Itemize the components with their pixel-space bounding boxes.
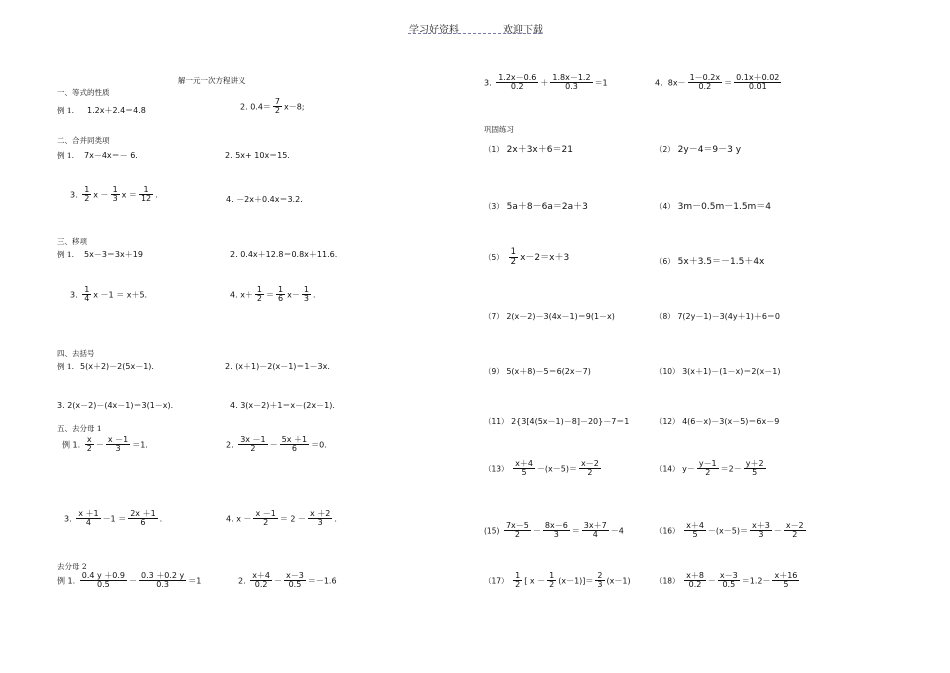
practice-problem: （13） $\frac{x+4}{5}$ －(x－5)＝ $\frac{x-2}{2}$ — [484, 459, 599, 478]
practice-problem: (15) $\frac{7x-5}{2}$ － $\frac{8x-6}{3}$ ＝ $\frac{3x+7}{4}$ －4 — [484, 521, 624, 540]
practice-problem: （16） $\frac{x+4}{5}$ －(x－5)＝ $\frac{x+3}{3}$ － $\frac{x-2}{2}$ — [655, 521, 804, 540]
practice-problem: （10） 3(x＋1)－(1－x)＝2(x－1) — [655, 367, 781, 376]
equation: 4. x － $\frac{x -1}{2}$ ＝ 2 － $\frac{x +2}{3}$ . — [226, 509, 337, 528]
equation: 2. (x＋1)－2(x－1)＝1－3x. — [225, 362, 330, 371]
practice-problem: （5） $\frac{1}{2}$ x－2＝x＋3 — [484, 247, 570, 267]
equation: 2. 0.4＝ $\frac{7}{2}$ x－8; — [240, 97, 305, 116]
section-heading-2: 二、合并同类项 — [57, 136, 110, 145]
practice-problem: （12） 4(6－x)－3(x－5)＝6x－9 — [655, 417, 780, 426]
section-heading-1: 一、等式的性质 — [57, 88, 110, 97]
equation: 3. 2(x－2)－(4x－1)＝3(1－x). — [57, 401, 174, 410]
problem-label: 例 1. — [57, 250, 75, 259]
equation: 4. x＋ $\frac{1}{2}$ ＝ $\frac{1}{6}$ x－ $\frac{1}{3}$ . — [230, 285, 316, 304]
equation: 2. $\frac{3x -1}{2}$ － $\frac{5x +1}{6}$ ＝0. — [226, 435, 327, 454]
practice-problem: （9） 5(x＋8)－5＝6(2x－7) — [484, 367, 591, 376]
equation: 2. 5x+ 10x＝15. — [225, 151, 290, 160]
equation: 例 1. $\frac{0.4 y +0.9}{0.5}$ － $\frac{0.3 +0.2 y}{0.3}$ ＝1 — [57, 571, 202, 590]
problem-label: 例 1. — [57, 151, 75, 160]
practice-problem: （8） 7(2y－1)－3(4y＋1)＋6＝0 — [655, 312, 780, 321]
practice-problem: （18） $\frac{x+8}{0.2}$ － $\frac{x-3}{0.5}$ ＝1.2－ $\frac{x+16}{5}$ — [655, 571, 798, 590]
practice-problem: （2） 2y－4＝9－3 y — [655, 145, 742, 155]
problem-label: 例 1. — [57, 362, 75, 371]
section-heading-3: 三、移项 — [57, 237, 87, 246]
equation: 3. $\frac{1}{2}$ x － $\frac{1}{3}$ x ＝ $\frac{1}{12}$ . — [70, 185, 158, 204]
equation: 4. 8x－ $\frac{1-0.2x}{0.2}$ ＝ $\frac{0.1x+0.02}{0.01}$ — [655, 73, 780, 92]
problem-label: 例 1. — [57, 106, 75, 115]
section-heading-4: 四、去括号 — [57, 349, 95, 358]
practice-problem: （3） 5a＋8－6a＝2a＋3 — [484, 202, 588, 212]
equation: 7x－4x＝－ 6. — [84, 151, 138, 160]
equation: 5(x＋2)－2(5x－1). — [80, 362, 154, 371]
section-heading-5: 五、去分母 1 — [57, 424, 102, 433]
section-heading-review: 巩固练习 — [484, 125, 514, 134]
equation: 3. $\frac{x +1}{4}$ －1 ＝ $\frac{2x +1}{6}$ . — [64, 509, 163, 528]
practice-problem: （17） $\frac{1}{2}$ [ x － $\frac{1}{2}$ (x－1)]＝ $\frac{2}{3}$ (x－1) — [484, 571, 631, 590]
practice-problem: （7） 2(x－2)－3(4x－1)＝9(1－x) — [484, 312, 615, 321]
section-heading-6: 去分母 2 — [57, 562, 87, 571]
header-left: 学习好资料 — [409, 25, 459, 36]
page-title: 解一元一次方程讲义 — [178, 76, 246, 85]
practice-problem: （11） 2{3[4(5x－1)－8]－20}－7＝1 — [484, 417, 630, 426]
practice-problem: （1） 2x＋3x＋6＝21 — [484, 145, 573, 155]
practice-problem: （4） 3m－0.5m－1.5m＝4 — [655, 202, 772, 212]
practice-problem: （14） y－ $\frac{y-1}{2}$ ＝2－ $\frac{y+2}{5}$ — [655, 459, 764, 478]
equation: 3. $\frac{1}{4}$ x －1 ＝ x＋5. — [70, 285, 148, 304]
equation: 2. 0.4x＋12.8＝0.8x＋11.6. — [230, 250, 338, 259]
equation: 1.2x＋2.4＝4.8 — [87, 106, 146, 115]
equation: 5x－3＝3x＋19 — [84, 250, 143, 259]
practice-problem: （6） 5x＋3.5＝－1.5＋4x — [655, 257, 765, 267]
equation: 4. 3(x－2)＋1＝x－(2x－1). — [230, 401, 335, 410]
equation: 3. $\frac{1.2x-0.6}{0.2}$ ＋ $\frac{1.8x-1.2}{0.3}$ ＝1 — [484, 73, 608, 92]
equation: 例 1. $\frac{x}{2}$ － $\frac{x -1}{3}$ ＝1. — [62, 435, 148, 454]
equation: 4. －2x＋0.4x＝3.2. — [226, 195, 303, 204]
header-divider — [408, 33, 541, 34]
equation: 2. $\frac{x+4}{0.2}$ － $\frac{x-3}{0.5}$ ＝－1.6 — [238, 571, 337, 590]
header-right: 欢迎下载 — [503, 25, 543, 36]
